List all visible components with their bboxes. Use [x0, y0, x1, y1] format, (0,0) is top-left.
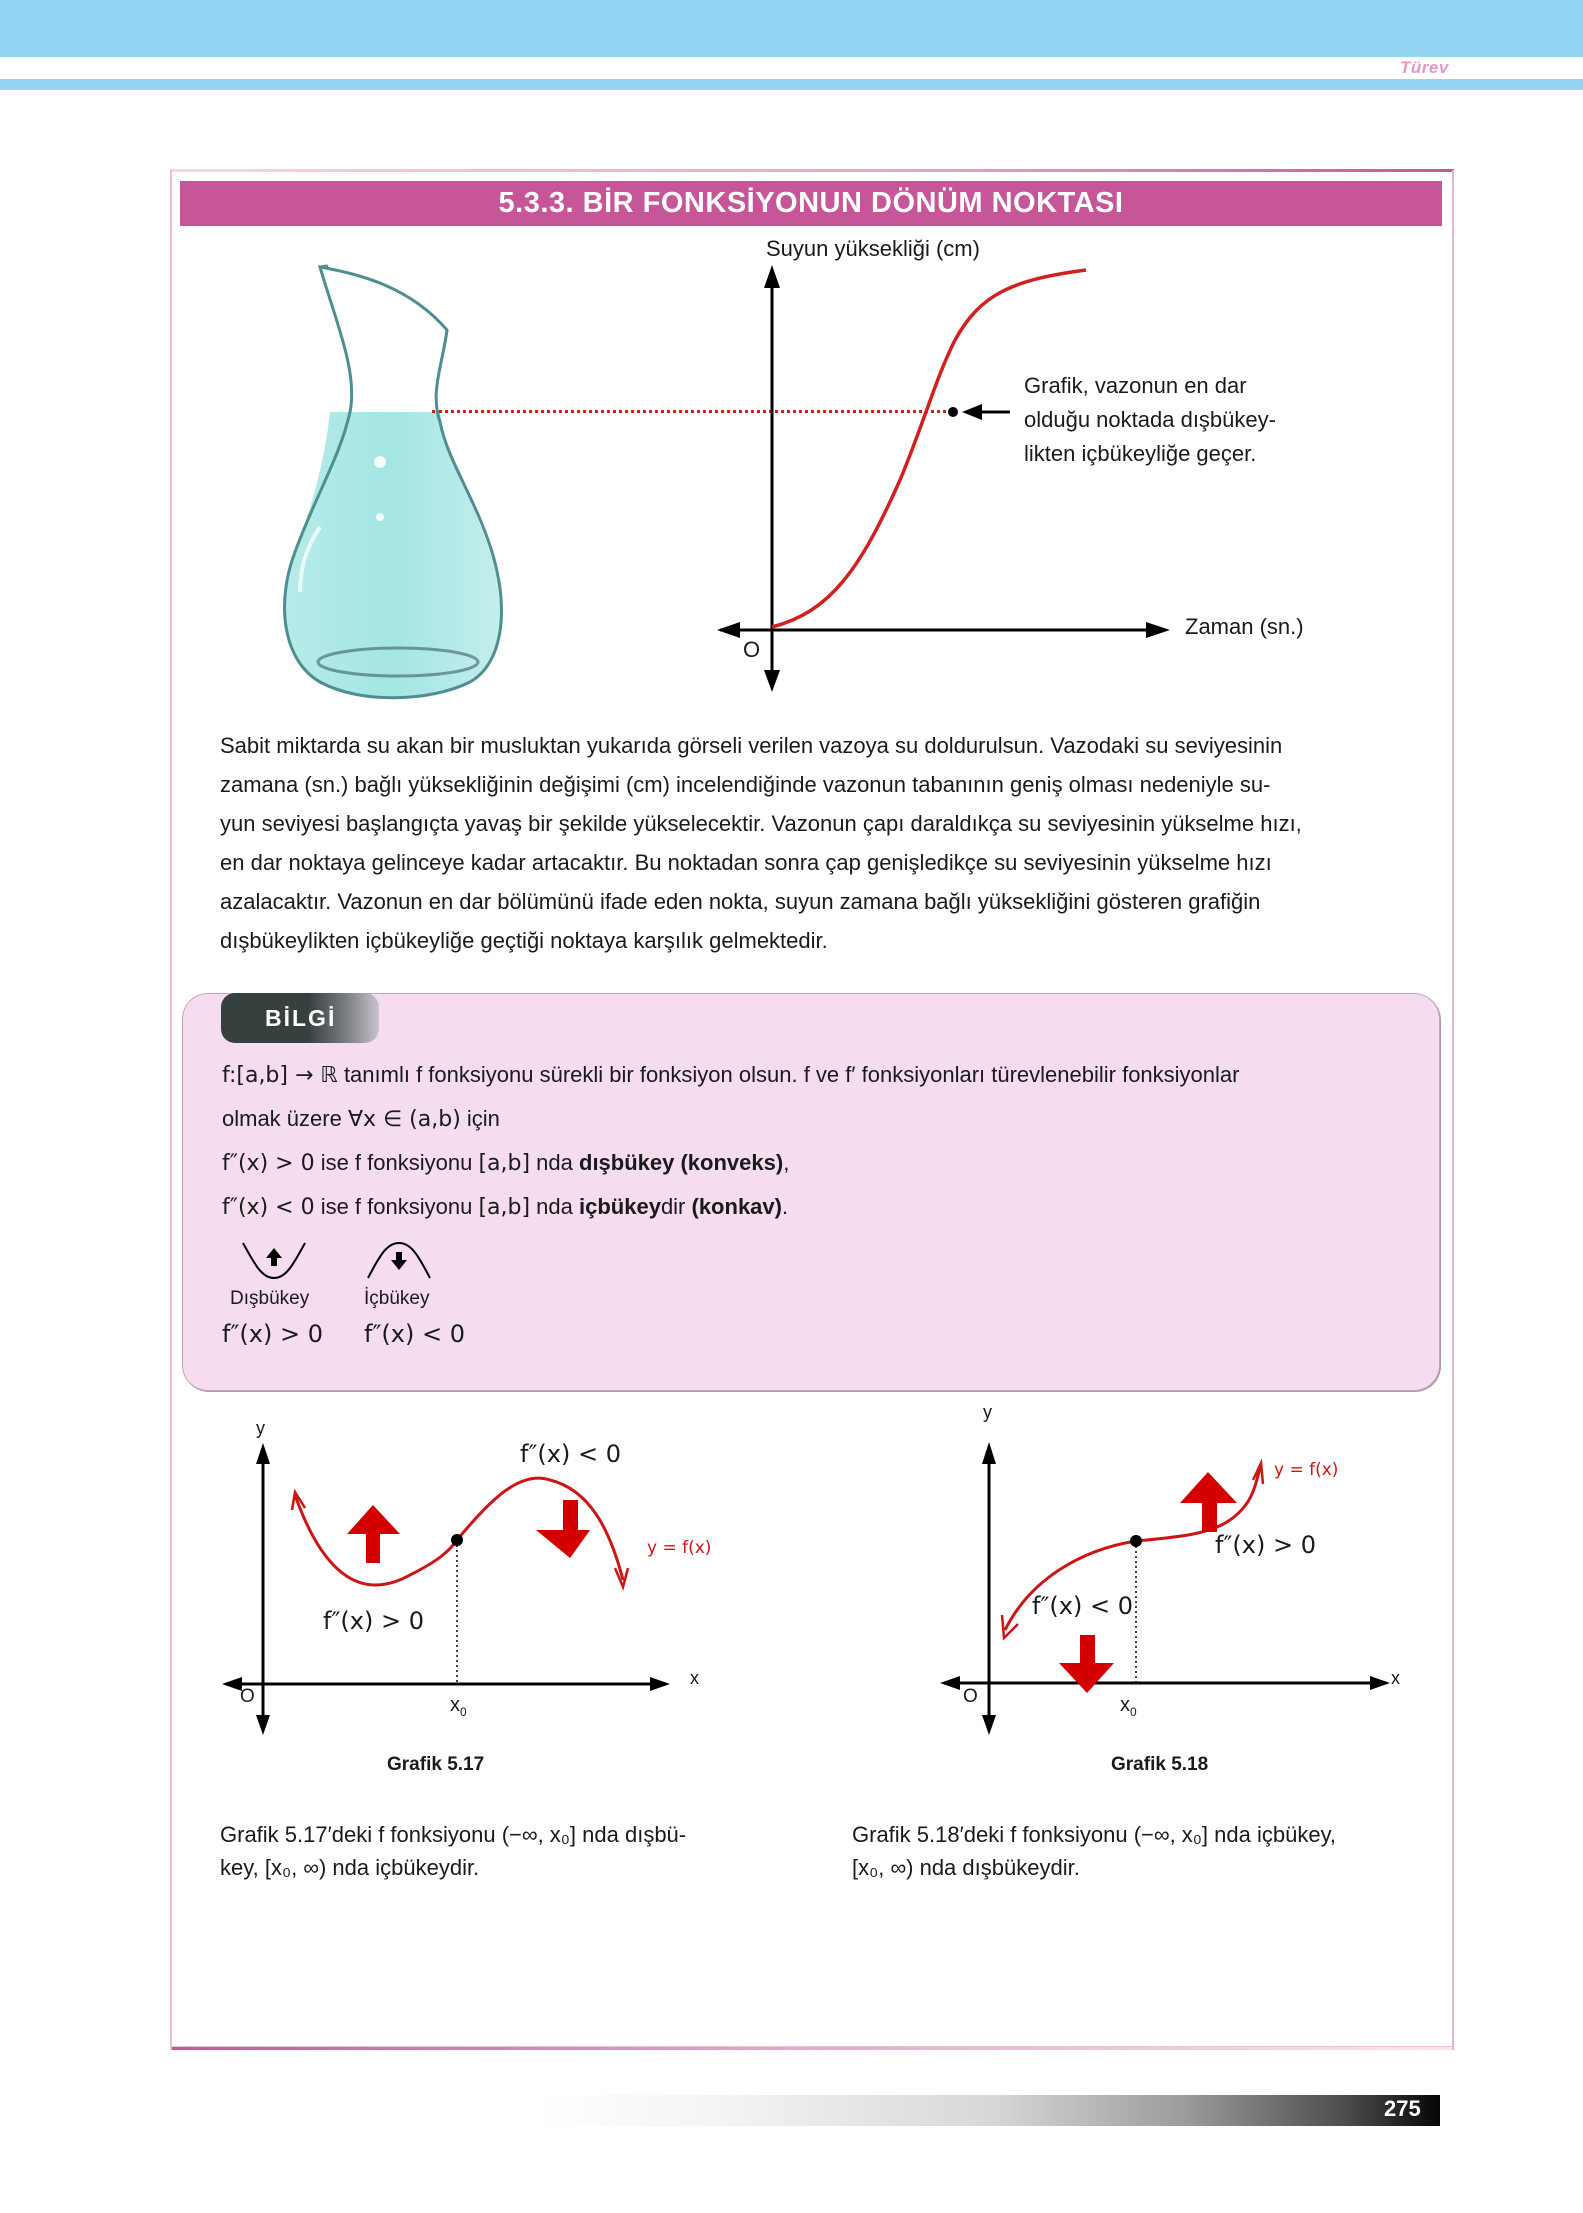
info-tag-label: BİLGİ [265, 1004, 337, 1031]
paragraph-line: dışbükeylikten içbükeyliğe geçtiği noktaya karşılık gelmektedir. [220, 928, 828, 953]
annotation-line: olduğu noktada dışbükey- [1024, 407, 1276, 432]
conclusion-line: Grafik 5.18′deki f fonksiyonu (−∞, x₀] nda içbükey, [852, 1822, 1337, 1847]
info-text: için [460, 1106, 500, 1131]
paragraph-line: zamana (sn.) bağlı yüksekliğinin değişimi (cm) incelendiğinde vazonun tabanının geniş olması nedeniyle su- [220, 772, 1271, 797]
running-head: Türev [1400, 58, 1449, 77]
y-axis-label: y [256, 1418, 265, 1438]
emphasis-term: dışbükey (konveks) [579, 1150, 784, 1175]
x0-label [450, 1694, 467, 1719]
convex-label: Dışbükey [230, 1288, 310, 1309]
x0-symbol: x [450, 1694, 460, 1716]
frame-right-rule [1452, 170, 1454, 2050]
math-expression: f″(x) > 0 [222, 1151, 315, 1176]
curve-label: y = f(x) [1274, 1460, 1339, 1480]
emphasis-term: içbükey [579, 1194, 661, 1219]
paragraph-line: Sabit miktarda su akan bir musluktan yukarıda görseli verilen vazoya su doldurulsun. Vazodaki su seviyesinin [220, 733, 1283, 758]
info-text: , [783, 1150, 790, 1175]
frame-bottom-rule [170, 2047, 1454, 2050]
convex-condition: f″(x) > 0 [222, 1320, 323, 1348]
math-interval: [a,b] [478, 1151, 531, 1176]
graph-5-18 [920, 1410, 1420, 1740]
x0-subscript: 0 [1130, 1705, 1137, 1719]
origin-label: O [963, 1686, 978, 1707]
concave-condition: f″(x) < 0 [364, 1320, 465, 1348]
y-axis-label: Suyun yüksekliği (cm) [766, 236, 980, 261]
figure-caption: Grafik 5.18 [1111, 1754, 1209, 1775]
paragraph-line: en dar noktaya gelinceye kadar artacaktır. Bu noktadan sonra çap genişledikçe su seviyesinin yükselme hızı [220, 850, 1272, 875]
info-line-3 [222, 1141, 1432, 1185]
section-title-banner [180, 181, 1442, 226]
header-band-white [0, 57, 1583, 79]
graph-5-17 [200, 1410, 740, 1740]
figure-caption: Grafik 5.17 [387, 1754, 485, 1775]
x0-label [1120, 1694, 1137, 1719]
annotation-line: Grafik, vazonun en dar [1024, 373, 1247, 398]
header-band-top [0, 0, 1583, 57]
info-definitions [222, 1053, 1432, 1229]
x0-symbol: x [1120, 1694, 1130, 1716]
page-number-bar [540, 2095, 1440, 2126]
info-tag [221, 993, 379, 1043]
info-line-2 [222, 1097, 1432, 1141]
conclusion-line: Grafik 5.17′deki f fonksiyonu (−∞, x₀] nda dışbü- [220, 1822, 687, 1847]
info-text: ise f fonksiyonu [314, 1150, 479, 1175]
info-text: tanımlı f fonksiyonu sürekli bir fonksiyon olsun. f ve f′ fonksiyonları türevlenebilir fonksiyonlar [337, 1062, 1240, 1087]
concave-condition-label: f″(x) < 0 [1032, 1592, 1133, 1620]
origin-label: O [240, 1686, 255, 1707]
paragraph-line: yun seviyesi başlangıçta yavaş bir şekilde yükselecektir. Vazonun çapı daraldıkça su seviyesinin yükselme hızı, [220, 811, 1302, 836]
x0-subscript: 0 [460, 1705, 467, 1719]
info-text: . [781, 1194, 789, 1219]
graph-5-18-conclusion [852, 1818, 1442, 1884]
frame-left-rule [170, 170, 172, 2050]
info-text: olmak üzere [222, 1106, 348, 1131]
graph-annotation [1024, 369, 1344, 471]
x-axis-label: x [1391, 1668, 1400, 1688]
info-line-1 [222, 1053, 1432, 1097]
conclusion-line: key, [x₀, ∞) nda içbükeydir. [220, 1855, 480, 1880]
convex-curve-icon [240, 1240, 308, 1280]
section-title: 5.3.3. BİR FONKSİYONUN DÖNÜM NOKTASI [498, 187, 1124, 219]
math-expression: ∀x ∈ (a,b) [347, 1107, 461, 1132]
body-paragraph [220, 726, 1420, 960]
concave-curve-icon [365, 1240, 433, 1280]
y-axis-label: y [983, 1402, 992, 1422]
graph-5-17-conclusion [220, 1818, 780, 1884]
info-line-4 [222, 1185, 1432, 1229]
math-interval: [a,b] [478, 1195, 531, 1220]
x-axis-label: x [690, 1668, 699, 1688]
concave-condition-label: f″(x) < 0 [520, 1440, 621, 1468]
conclusion-line: [x₀, ∞) nda dışbükeydir. [852, 1855, 1080, 1880]
convex-condition-label: f″(x) > 0 [1215, 1531, 1316, 1559]
paragraph-line: azalacaktır. Vazonun en dar bölümünü ifade eden nokta, suyun zamana bağlı yüksekliğini gösteren grafiğin [220, 889, 1261, 914]
info-text: nda [530, 1150, 579, 1175]
concave-label: İçbükey [364, 1288, 430, 1309]
math-expression: f″(x) < 0 [222, 1195, 315, 1220]
info-text: ise f fonksiyonu [314, 1194, 479, 1219]
annotation-line: likten içbükeyliğe geçer. [1024, 441, 1257, 466]
info-text: nda [530, 1194, 579, 1219]
header-band-bottom [0, 79, 1583, 90]
math-expression: f:[a,b] → ℝ [222, 1063, 338, 1088]
x-axis-label: Zaman (sn.) [1185, 614, 1304, 639]
emphasis-term: (konkav) [691, 1194, 782, 1219]
frame-top-rule [170, 169, 1454, 172]
info-text: dir [660, 1194, 692, 1219]
curve-label: y = f(x) [647, 1538, 712, 1558]
convex-condition-label: f″(x) > 0 [323, 1607, 424, 1635]
origin-label: O [743, 637, 761, 662]
vase-illustration [270, 262, 530, 702]
page-number: 275 [1384, 2096, 1421, 2121]
